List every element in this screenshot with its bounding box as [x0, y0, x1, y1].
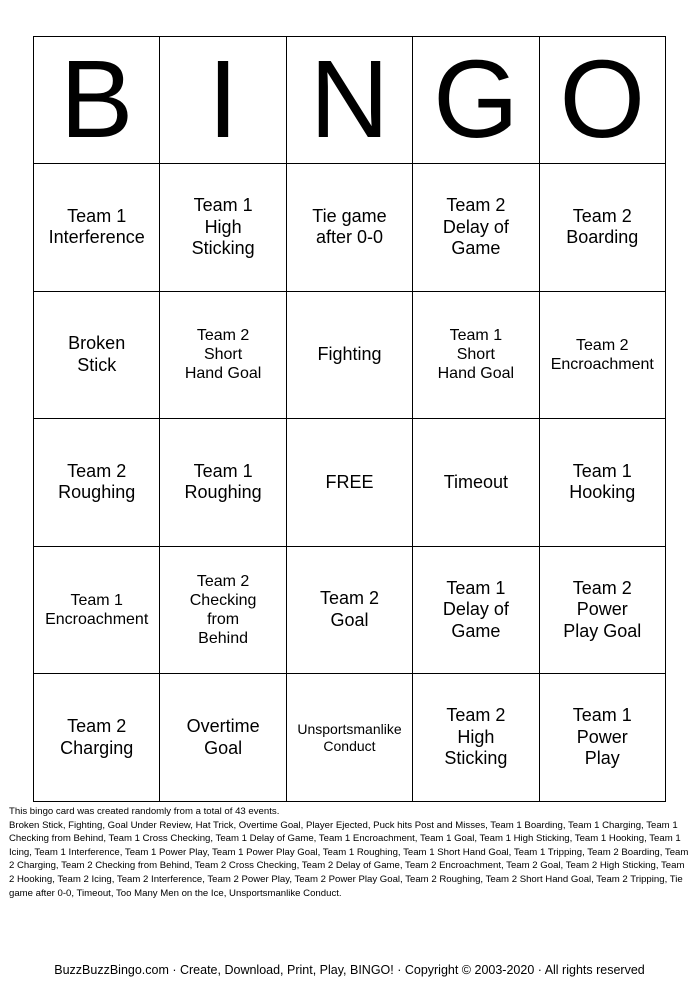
bingo-cell	[413, 291, 539, 419]
bingo-cell-text: Team 2 Power Play Goal	[563, 577, 642, 641]
bingo-cell	[539, 419, 665, 547]
bingo-cell-text: Broken Stick	[68, 333, 126, 375]
bingo-cell	[413, 419, 539, 547]
bingo-cell	[539, 674, 665, 802]
bingo-cell-text: Unsportsmanlike Conduct	[297, 720, 402, 754]
bingo-cell-text: Team 1 Power Play	[572, 705, 632, 769]
bingo-cell	[160, 674, 286, 802]
bingo-row	[34, 291, 666, 419]
bingo-cell-text: Team 2 Boarding	[566, 205, 639, 248]
bingo-cell	[34, 674, 160, 802]
bingo-cell	[539, 291, 665, 419]
bingo-cell	[160, 419, 286, 547]
bingo-cell	[286, 674, 412, 802]
bingo-cell	[539, 164, 665, 292]
bingo-cell	[286, 291, 412, 419]
bingo-cell	[413, 546, 539, 674]
bingo-cell-text: Team 1 Hooking	[569, 460, 636, 503]
bingo-cell	[413, 164, 539, 292]
bingo-cell-text: Team 1 High Sticking	[191, 194, 255, 259]
bingo-cell-text: FREE	[325, 471, 374, 492]
bingo-cell-text: Team 2 Goal	[319, 588, 379, 631]
bingo-cell-text: Team 1 Short Hand Goal	[437, 327, 515, 383]
bingo-cell	[34, 291, 160, 419]
card-info	[9, 805, 689, 900]
bingo-cell	[160, 291, 286, 419]
bingo-cell-text: Team 2 Short Hand Goal	[184, 327, 262, 383]
bingo-cell	[413, 674, 539, 802]
bingo-letter: N	[286, 37, 412, 164]
bingo-letter: I	[160, 37, 286, 164]
bingo-cell-text: Team 1 Encroachment	[45, 591, 149, 629]
bingo-cell-text: Team 1 Interference	[48, 205, 145, 248]
bingo-row	[34, 419, 666, 547]
bingo-letter: B	[34, 37, 160, 164]
bingo-letter: G	[413, 37, 539, 164]
bingo-cell-text: Timeout	[443, 471, 509, 492]
bingo-cell	[286, 419, 412, 547]
bingo-cell-text: Overtime Goal	[186, 716, 260, 758]
bingo-cell	[286, 546, 412, 674]
page-footer: BuzzBuzzBingo.com · Create, Download, Print, Play, BINGO! · Copyright © 2003-2020 · All rights reserved	[54, 963, 645, 977]
bingo-cell-text: Fighting	[317, 344, 382, 365]
bingo-cell-text: Team 1 Roughing	[184, 460, 262, 503]
card-info-intro: This bingo card was created randomly from a total of 43 events.	[9, 806, 280, 817]
bingo-cell-text: Tie game after 0-0	[312, 205, 387, 248]
bingo-cell	[286, 164, 412, 292]
bingo-cell	[160, 546, 286, 674]
bingo-cell	[160, 164, 286, 292]
bingo-header-row	[34, 37, 666, 164]
bingo-cell	[34, 419, 160, 547]
bingo-row	[34, 164, 666, 292]
bingo-cell-text: Team 2 High Sticking	[444, 705, 508, 769]
bingo-cell-text: Team 2 Encroachment	[550, 336, 654, 373]
bingo-cell	[34, 164, 160, 292]
bingo-cell-text: Team 2 Charging	[60, 716, 134, 758]
bingo-row	[34, 546, 666, 674]
bingo-card	[33, 36, 666, 802]
bingo-cell-text: Team 2 Roughing	[58, 460, 136, 503]
bingo-grid	[34, 164, 666, 802]
bingo-cell-text: Team 2 Checking from Behind	[189, 572, 257, 648]
bingo-row	[34, 674, 666, 802]
bingo-cell-text: Team 1 Delay of Game	[442, 577, 509, 641]
bingo-cell-text: Team 2 Delay of Game	[442, 194, 509, 259]
card-info-event-list: Broken Stick, Fighting, Goal Under Review, Hat Trick, Overtime Goal, Player Ejected, Puck hits Post and Misses, Team 1 Boarding, Team 1 Charging, Team 1 Checking from Behind, Team 1 Cross Checking, Team 1 Delay of Game, Team 1 Encroachment, Team 1 Goal, Team 1 High Sticking, Team 1 Hooking, Team 1 Icing, Team 1 Interference, Team 1 Power Play, Team 1 Power Play Goal, Team 1 Roughing, Team 1 Short Hand Goal, Team 1 Tripping, Team 2 Boarding, Team 2 Charging, Team 2 Checking from Behind, Team 2 Cross Checking, Team 2 Delay of Game, Team 2 Encroachment, Team 2 Goal, Team 2 High Sticking, Team 2 Hooking, Team 2 Icing, Team 2 Interference, Team 2 Power Play, Team 2 Power Play Goal, Team 2 Roughing, Team 2 Short Hand Goal, Team 2 Tripping, Tie game after 0-0, Timeout, Too Many Men on the Ice, Unsportsmanlike Conduct.	[9, 819, 689, 899]
bingo-letter: O	[539, 37, 665, 164]
bingo-cell	[34, 546, 160, 674]
bingo-cell	[539, 546, 665, 674]
